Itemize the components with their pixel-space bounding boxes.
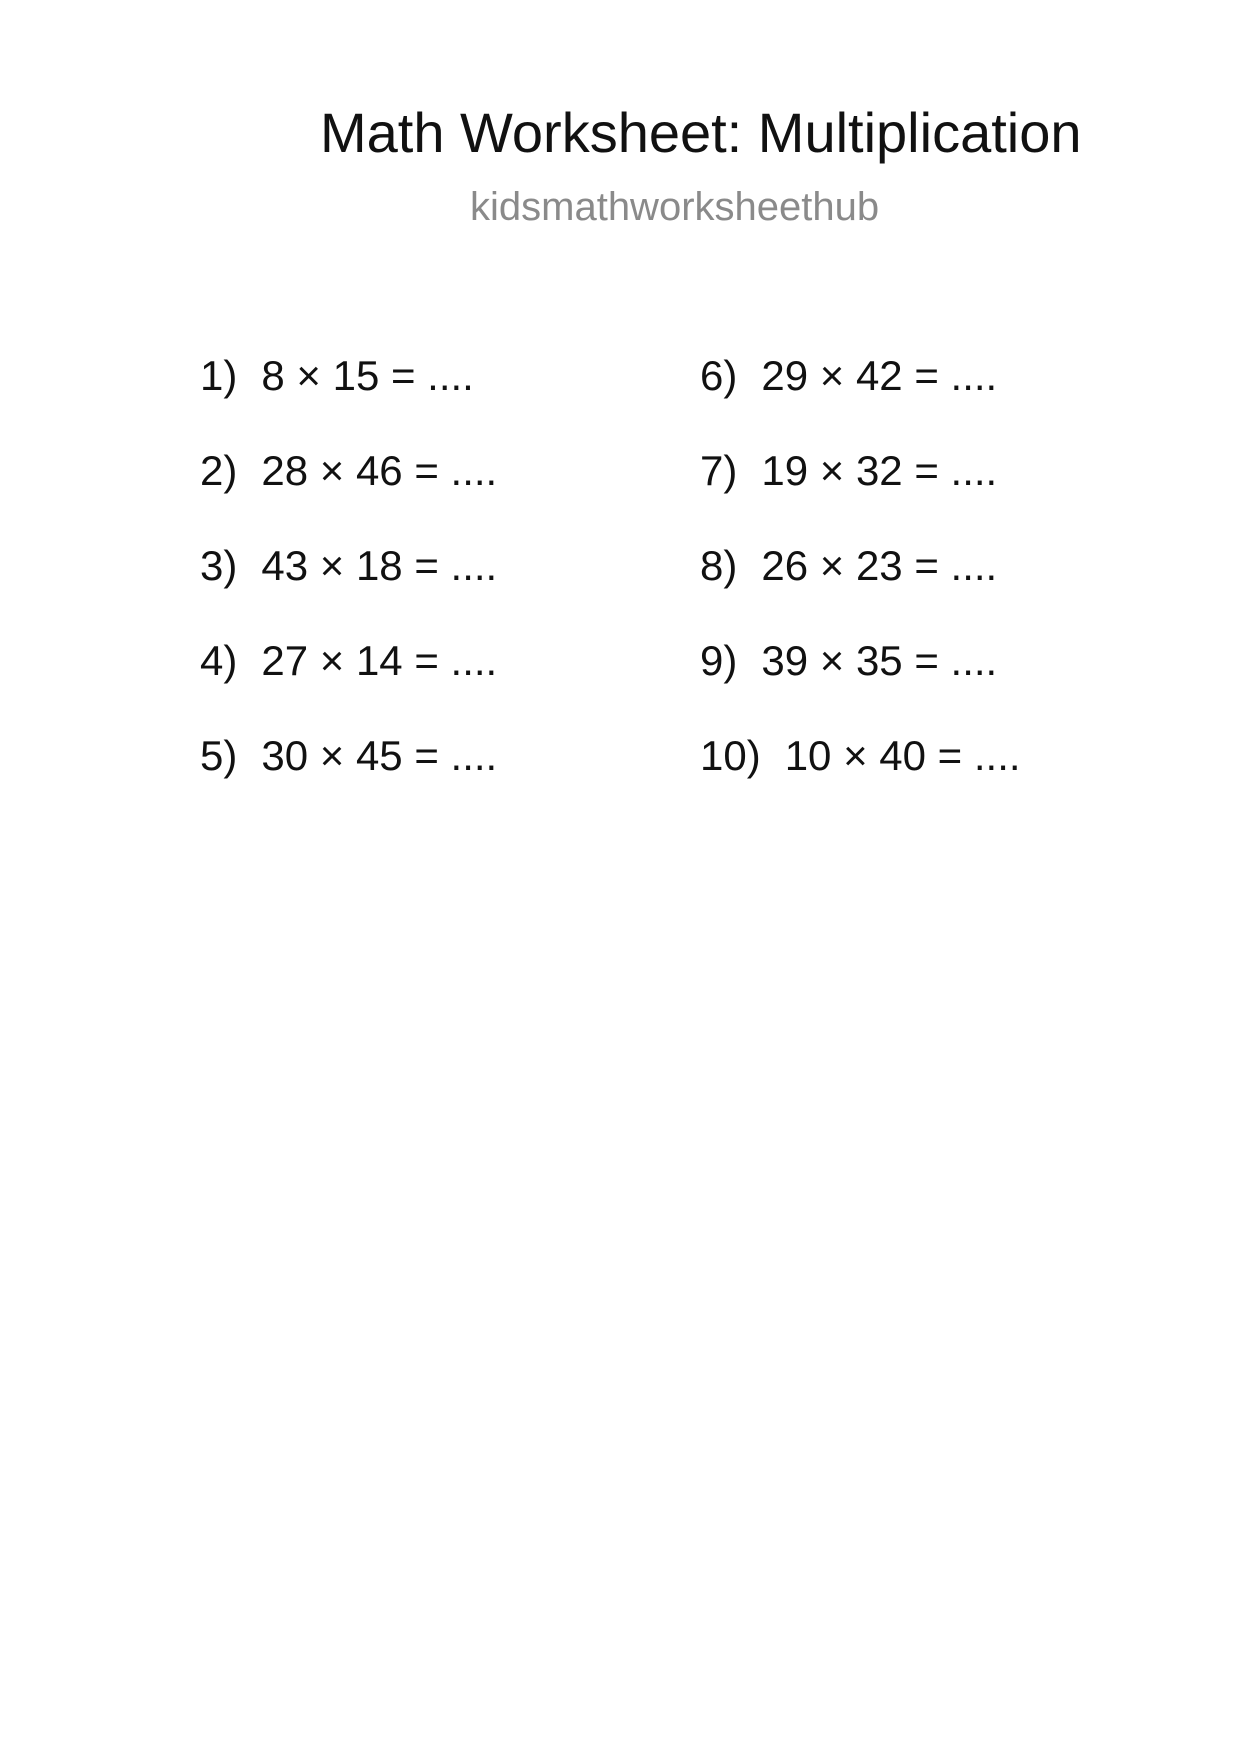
problem-expression: 26 × 23 = .... bbox=[761, 542, 998, 589]
problem-item bbox=[200, 536, 497, 631]
problem-item bbox=[700, 346, 1021, 441]
problem-number: 2) bbox=[200, 447, 238, 494]
problem-item bbox=[200, 631, 497, 726]
problem-number: 1) bbox=[200, 352, 238, 399]
problem-number: 8) bbox=[700, 542, 738, 589]
problem-number: 4) bbox=[200, 637, 238, 684]
problem-number: 7) bbox=[700, 447, 738, 494]
problem-number: 3) bbox=[200, 542, 238, 589]
problem-number: 10) bbox=[700, 732, 761, 779]
problem-expression: 27 × 14 = .... bbox=[261, 637, 498, 684]
problem-expression: 28 × 46 = .... bbox=[261, 447, 498, 494]
problem-item bbox=[700, 441, 1021, 536]
problem-number: 9) bbox=[700, 637, 738, 684]
problem-item bbox=[700, 726, 1021, 821]
problem-expression: 43 × 18 = .... bbox=[261, 542, 498, 589]
problem-expression: 29 × 42 = .... bbox=[761, 352, 998, 399]
problem-number: 5) bbox=[200, 732, 238, 779]
problem-item bbox=[200, 726, 497, 821]
problem-item bbox=[700, 536, 1021, 631]
problem-expression: 19 × 32 = .... bbox=[761, 447, 998, 494]
problem-item bbox=[200, 441, 497, 536]
problem-item bbox=[700, 631, 1021, 726]
problems-column-right bbox=[700, 346, 1021, 821]
problems-column-left bbox=[200, 346, 497, 821]
problem-expression: 10 × 40 = .... bbox=[784, 732, 1021, 779]
problem-item bbox=[200, 346, 497, 441]
problem-expression: 30 × 45 = .... bbox=[261, 732, 498, 779]
problem-number: 6) bbox=[700, 352, 738, 399]
worksheet-title: Math Worksheet: Multiplication bbox=[320, 101, 1082, 164]
problem-expression: 39 × 35 = .... bbox=[761, 637, 998, 684]
worksheet-subtitle: kidsmathworksheethub bbox=[470, 185, 880, 229]
problem-expression: 8 × 15 = .... bbox=[261, 352, 474, 399]
